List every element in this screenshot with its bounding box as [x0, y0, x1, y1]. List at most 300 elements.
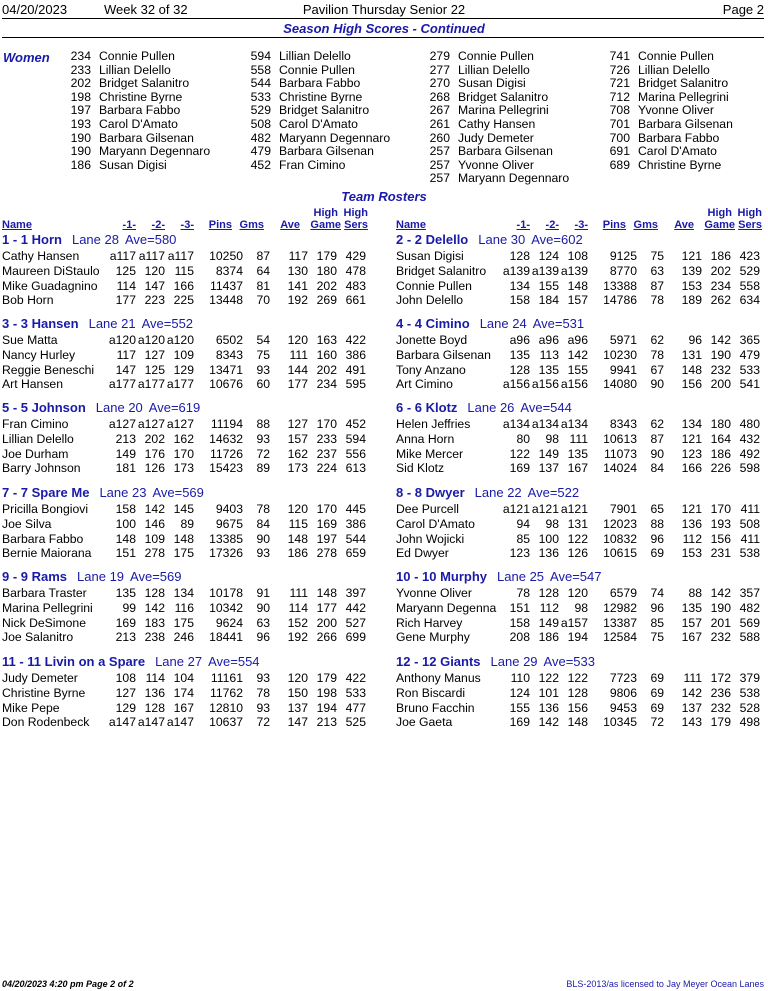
high-score-bowler: Maryann Degennaro [279, 130, 391, 145]
player-name: Anthony Manus [396, 671, 481, 685]
high-score-value: 279 [429, 49, 450, 63]
col-game3: -3- [180, 219, 194, 231]
games-played: 63 [650, 263, 664, 278]
high-series: 544 [345, 531, 366, 546]
team-lane: Lane 29 [490, 654, 538, 669]
game2-score: 183 [144, 615, 165, 630]
game3-score: 173 [173, 461, 194, 476]
game2-score: 113 [539, 347, 559, 362]
high-score-value: 261 [429, 116, 450, 131]
player-name: Barbara Traster [2, 586, 87, 600]
high-score-value: 190 [70, 130, 91, 145]
high-score-entry [67, 118, 210, 132]
game2-score: 146 [144, 516, 165, 531]
player-name: Dee Purcell [396, 502, 459, 516]
game1-score: a127 [108, 417, 136, 431]
high-game: 201 [710, 615, 731, 630]
high-score-value: 508 [250, 116, 271, 131]
col-name: Name [396, 219, 426, 231]
col-high-series: Sers [344, 219, 368, 231]
high-score-bowler: Barbara Gilsenan [458, 144, 553, 159]
player-name: Mike Guadagnino [2, 278, 98, 293]
high-score-value: 708 [609, 103, 630, 118]
high-score-entry [426, 172, 569, 186]
game1-score: 110 [510, 671, 530, 685]
games-played: 54 [256, 333, 270, 347]
game2-score: a96 [538, 333, 559, 347]
average: 121 [681, 502, 702, 516]
game1-score: 124 [509, 685, 530, 700]
team-block [396, 233, 766, 308]
col-high-series-top: High [343, 207, 368, 219]
col-game2: -2- [545, 219, 559, 231]
high-series: 498 [739, 715, 760, 730]
total-pins: 12023 [603, 516, 637, 531]
team-header [2, 570, 372, 586]
game3-score: 148 [173, 531, 194, 546]
player-row [396, 616, 766, 631]
total-pins: 12982 [603, 600, 637, 615]
high-series: 365 [739, 333, 760, 347]
game1-score: 117 [116, 347, 136, 362]
total-pins: 9125 [609, 249, 637, 263]
average: 150 [287, 685, 308, 700]
high-series: 556 [345, 446, 366, 461]
game1-score: 127 [115, 685, 136, 700]
player-name: Christine Byrne [2, 685, 86, 700]
games-played: 78 [650, 293, 664, 308]
game3-score: 129 [173, 362, 194, 377]
high-series: 357 [739, 586, 760, 600]
game2-score: a147 [137, 715, 165, 730]
game3-score: 225 [173, 293, 194, 308]
game2-score: 155 [538, 278, 559, 293]
high-score-value: 701 [609, 116, 630, 131]
game2-score: 112 [539, 600, 559, 615]
player-name: Marina Pellegrini [2, 600, 93, 615]
player-row [2, 264, 372, 279]
game3-score: 108 [567, 249, 588, 263]
high-score-entry [426, 104, 569, 118]
high-score-column [426, 50, 569, 186]
high-score-bowler: Barbara Fabbo [638, 130, 720, 145]
player-name: Barbara Fabbo [2, 531, 84, 546]
average: 189 [681, 293, 702, 308]
games-played: 88 [650, 516, 664, 531]
high-score-value: 190 [70, 144, 91, 159]
player-row [396, 502, 766, 517]
average: 88 [688, 586, 702, 600]
total-pins: 5971 [609, 333, 637, 347]
game3-score: 115 [174, 263, 194, 278]
player-row [396, 363, 766, 378]
game3-score: a134 [560, 417, 588, 431]
high-score-bowler: Bridget Salanitro [638, 76, 729, 91]
team-average: Ave=533 [543, 654, 595, 669]
player-row [396, 417, 766, 432]
average: 144 [287, 362, 308, 377]
player-row [396, 348, 766, 363]
average: 121 [681, 249, 702, 263]
high-score-bowler: Yvonne Oliver [638, 103, 714, 118]
game3-score: a120 [166, 333, 194, 347]
high-score-bowler: Christine Byrne [279, 89, 363, 104]
game2-score: 109 [144, 531, 165, 546]
high-score-entry [67, 64, 210, 78]
team-average: Ave=522 [527, 485, 580, 500]
games-played: 69 [650, 671, 664, 685]
total-pins: 6502 [215, 333, 243, 347]
game3-score: 162 [173, 431, 194, 446]
team-block [396, 486, 766, 561]
game2-score: 136 [144, 685, 165, 700]
game3-score: a177 [166, 377, 194, 392]
game3-score: a117 [167, 249, 194, 263]
games-played: 64 [256, 263, 270, 278]
player-row [2, 586, 372, 601]
games-played: 90 [256, 600, 270, 615]
high-score-value: 186 [70, 157, 91, 172]
player-name: Nick DeSimone [2, 615, 86, 630]
games-played: 78 [650, 347, 664, 362]
player-row [2, 348, 372, 363]
player-row [2, 447, 372, 462]
game2-score: 114 [145, 671, 165, 685]
game2-score: 176 [144, 446, 165, 461]
average: 141 [287, 278, 308, 293]
game1-score: a134 [502, 417, 530, 431]
player-row [2, 701, 372, 716]
high-game: 193 [710, 516, 731, 531]
high-score-entry [606, 104, 733, 118]
game3-score: 134 [173, 586, 194, 600]
high-score-value: 197 [70, 103, 91, 118]
game2-score: 184 [538, 293, 559, 308]
high-game: 266 [316, 630, 337, 645]
player-name: Tony Anzano [396, 362, 466, 377]
player-name: Mike Mercer [396, 446, 464, 461]
high-game: 177 [316, 600, 337, 615]
player-name: Maureen DiStaulo [2, 263, 100, 278]
average: 111 [683, 671, 702, 685]
game3-score: 104 [173, 671, 194, 685]
game3-score: 122 [567, 671, 588, 685]
high-score-column [606, 50, 733, 172]
team-name: 5 - 5 Johnson [2, 400, 86, 415]
games-played: 62 [650, 417, 664, 431]
total-pins: 9806 [609, 685, 637, 700]
game2-score: 142 [144, 600, 165, 615]
game2-score: 128 [144, 586, 165, 600]
games-played: 84 [650, 461, 664, 476]
player-name: Carol D'Amato [396, 516, 475, 531]
high-score-entry [606, 64, 733, 78]
high-score-entry [247, 118, 390, 132]
high-score-entry [426, 145, 569, 159]
high-score-value: 270 [429, 76, 450, 91]
high-score-bowler: Lillian Delello [279, 49, 351, 63]
high-game: 236 [710, 685, 731, 700]
total-pins: 8770 [609, 263, 637, 278]
game2-score: 278 [144, 546, 165, 561]
high-game: 202 [710, 263, 731, 278]
game1-score: 158 [509, 615, 530, 630]
player-name: Gene Murphy [396, 630, 470, 645]
high-game: 142 [710, 586, 731, 600]
high-series: 595 [345, 377, 366, 392]
game2-score: 202 [144, 431, 165, 446]
high-score-entry [247, 77, 390, 91]
game1-score: 177 [115, 293, 136, 308]
team-lane: Lane 21 [88, 316, 136, 331]
average: 148 [287, 531, 308, 546]
high-score-entry [606, 50, 733, 64]
game2-score: 120 [144, 263, 165, 278]
games-played: 74 [650, 586, 664, 600]
high-score-entry [247, 64, 390, 78]
player-name: Nancy Hurley [2, 347, 76, 362]
games-played: 78 [256, 685, 270, 700]
total-pins: 10832 [603, 531, 637, 546]
high-score-value: 533 [250, 89, 271, 104]
high-series: 477 [345, 700, 366, 715]
game2-score: 122 [538, 671, 559, 685]
game2-score: 128 [144, 700, 165, 715]
player-name: Cathy Hansen [2, 249, 80, 263]
average: 153 [681, 278, 702, 293]
high-game: 202 [316, 362, 337, 377]
team-block [396, 570, 766, 645]
average: 111 [289, 586, 308, 600]
game3-score: 155 [567, 362, 588, 377]
col-game2: -2- [151, 219, 165, 231]
high-series: 397 [345, 586, 366, 600]
player-row [2, 293, 372, 308]
games-played: 75 [650, 249, 664, 263]
game3-score: 89 [180, 516, 194, 531]
game2-score: 142 [144, 502, 165, 516]
game3-score: 148 [567, 715, 588, 730]
total-pins: 18441 [209, 630, 243, 645]
high-score-bowler: Barbara Fabbo [279, 76, 361, 91]
total-pins: 12810 [209, 700, 243, 715]
team-header [2, 317, 372, 333]
high-series: 525 [345, 715, 366, 730]
game1-score: 99 [122, 600, 136, 615]
high-series: 528 [739, 700, 760, 715]
average: 120 [287, 333, 308, 347]
high-series: 527 [345, 615, 366, 630]
player-row [396, 377, 766, 392]
game2-score: a120 [137, 333, 165, 347]
average: 114 [288, 600, 308, 615]
high-game: 170 [710, 502, 731, 516]
game3-score: a127 [166, 417, 194, 431]
total-pins: 10230 [603, 347, 637, 362]
high-game: 179 [710, 715, 731, 730]
game2-score: 186 [538, 630, 559, 645]
col-high-game-top: High [313, 207, 338, 219]
total-pins: 9675 [215, 516, 243, 531]
game1-score: 213 [115, 431, 136, 446]
player-name: Art Hansen [2, 377, 63, 392]
games-played: 87 [650, 431, 664, 446]
game2-score: a156 [531, 377, 559, 392]
player-name: Fran Cimino [2, 417, 69, 431]
high-score-entry [67, 50, 210, 64]
high-series: 538 [739, 685, 760, 700]
col-high-series-top: High [737, 207, 762, 219]
high-score-value: 712 [609, 89, 630, 104]
games-played: 90 [256, 531, 270, 546]
player-name: Bruno Facchin [396, 700, 475, 715]
game1-score: 128 [509, 362, 530, 377]
game2-score: 136 [538, 546, 559, 561]
total-pins: 17326 [209, 546, 243, 561]
game1-score: 123 [509, 546, 530, 561]
high-score-entry [606, 132, 733, 146]
game2-score: a121 [531, 502, 559, 516]
game3-score: 175 [173, 615, 194, 630]
high-game: 234 [710, 278, 731, 293]
team-header [2, 401, 372, 417]
high-score-bowler: Barbara Gilsenan [638, 116, 733, 131]
average: 134 [681, 417, 702, 431]
high-game: 269 [316, 293, 337, 308]
player-row [396, 532, 766, 547]
games-played: 72 [256, 446, 270, 461]
player-row [396, 701, 766, 716]
game1-score: a177 [108, 377, 136, 392]
game1-score: 169 [115, 615, 136, 630]
game3-score: 122 [567, 531, 588, 546]
average: 147 [287, 715, 308, 730]
game1-score: 208 [509, 630, 530, 645]
high-scores-title: Season High Scores - Continued [283, 21, 485, 36]
team-average: Ave=544 [520, 400, 572, 415]
game3-score: 98 [574, 600, 588, 615]
team-average: Ave=554 [208, 654, 260, 669]
high-series: 541 [739, 377, 760, 392]
games-played: 65 [650, 502, 664, 516]
high-series: 479 [739, 347, 760, 362]
col-average: Ave [674, 219, 694, 231]
average: 153 [681, 546, 702, 561]
high-score-value: 558 [250, 62, 271, 77]
high-score-value: 482 [250, 130, 271, 145]
game1-score: 169 [509, 715, 530, 730]
team-average: Ave=531 [532, 316, 585, 331]
game3-score: 167 [567, 461, 588, 476]
team-header [2, 233, 372, 249]
total-pins: 9624 [215, 615, 243, 630]
high-score-bowler: Fran Cimino [279, 157, 346, 172]
high-score-value: 202 [70, 76, 91, 91]
total-pins: 11437 [210, 278, 243, 293]
average: 115 [288, 516, 308, 531]
games-played: 67 [650, 362, 664, 377]
high-series: 483 [345, 278, 366, 293]
high-series: 558 [739, 278, 760, 293]
total-pins: 10342 [209, 600, 243, 615]
team-name: 12 - 12 Giants [396, 654, 481, 669]
game2-score: a139 [531, 263, 559, 278]
game1-score: 135 [509, 347, 530, 362]
game1-score: a156 [502, 377, 530, 392]
average: 127 [287, 417, 308, 431]
player-row [2, 616, 372, 631]
high-score-bowler: Maryann Degennaro [458, 171, 570, 186]
high-game: 148 [316, 586, 337, 600]
player-name: John Delello [396, 293, 464, 308]
games-played: 69 [650, 546, 664, 561]
player-row [2, 686, 372, 701]
game3-score: 157 [567, 293, 588, 308]
game2-score: a117 [138, 249, 165, 263]
col-game1: -1- [122, 219, 136, 231]
game2-score: 223 [144, 293, 165, 308]
average: 142 [681, 685, 702, 700]
game2-score: a134 [531, 417, 559, 431]
average: 120 [287, 502, 308, 516]
games-played: 90 [650, 446, 664, 461]
team-lane: Lane 28 [71, 232, 119, 247]
total-pins: 10345 [603, 715, 637, 730]
high-score-entry [247, 159, 390, 173]
player-name: Rich Harvey [396, 615, 463, 630]
high-series: 432 [739, 431, 760, 446]
high-score-bowler: Carol D'Amato [99, 116, 178, 131]
high-game: 180 [710, 417, 731, 431]
high-game: 186 [710, 446, 731, 461]
game3-score: 175 [173, 546, 194, 561]
team-header [396, 401, 766, 417]
high-series: 445 [345, 502, 366, 516]
high-score-entry [426, 77, 569, 91]
high-game: 202 [316, 278, 337, 293]
high-score-value: 234 [70, 49, 91, 63]
player-row [396, 333, 766, 348]
games-played: 85 [650, 615, 664, 630]
page-number: Page 2 [722, 2, 764, 17]
average: 120 [287, 671, 308, 685]
games-played: 72 [650, 715, 664, 730]
col-high-game: Game [704, 219, 735, 231]
team-name: 2 - 2 Delello [396, 232, 469, 247]
games-played: 63 [256, 615, 270, 630]
high-series: 411 [740, 531, 760, 546]
game1-score: 129 [115, 700, 136, 715]
high-series: 411 [740, 502, 760, 516]
high-score-bowler: Bridget Salanitro [99, 76, 190, 91]
team-header [396, 317, 766, 333]
high-series: 613 [345, 461, 366, 476]
team-average: Ave=569 [152, 485, 204, 500]
total-pins: 10637 [209, 715, 243, 730]
player-row [2, 417, 372, 432]
team-lane: Lane 30 [478, 232, 526, 247]
total-pins: 9941 [609, 362, 637, 377]
high-score-entry [606, 118, 733, 132]
high-game: 164 [710, 431, 731, 446]
player-row [396, 715, 766, 730]
average: 139 [681, 263, 702, 278]
team-lane: Lane 26 [467, 400, 515, 415]
game1-score: 158 [509, 293, 530, 308]
team-name: 9 - 9 Rams [2, 569, 68, 584]
high-score-value: 689 [609, 157, 630, 172]
player-row [2, 432, 372, 447]
